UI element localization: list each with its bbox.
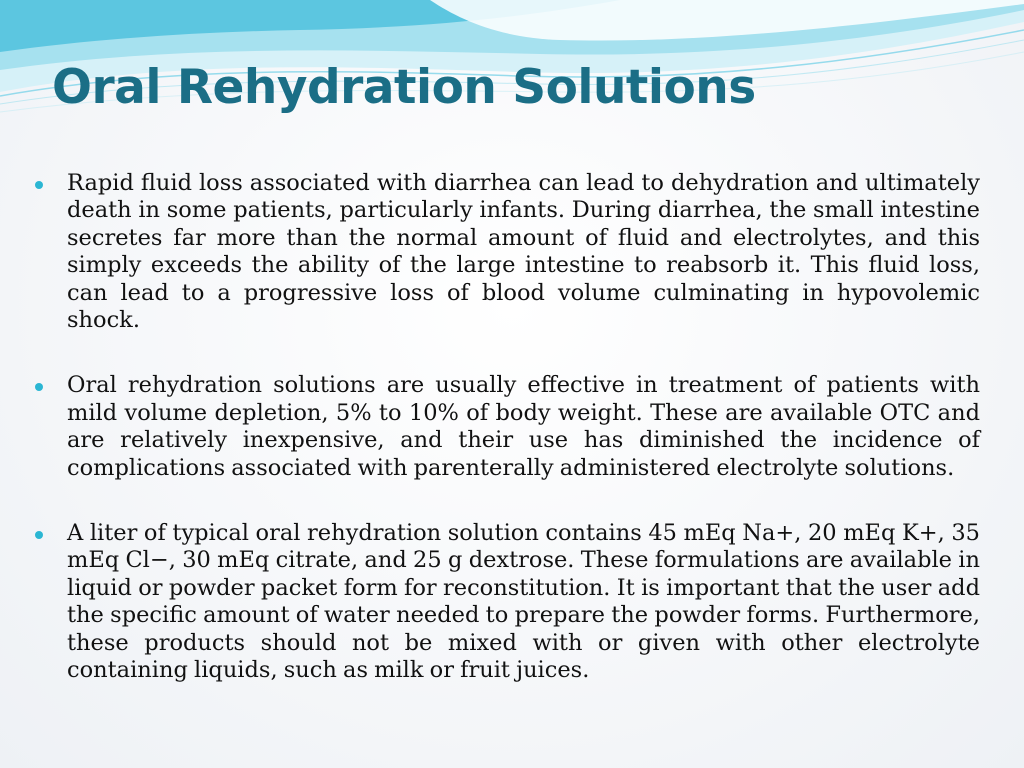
bullet-item [34, 372, 980, 482]
bullet-item [34, 170, 980, 334]
bullet-dot-icon [35, 531, 43, 539]
bullet-text: Rapid fluid loss associated with diarrhea can lead to dehydration and ultimately death in some patients, particularly infants. During diarrhea, the small intestine secretes far more than the normal amount of fluid and electrolytes, and this simply exceeds the ability of the large intestine to reabsorb it. This fluid loss, can lead to a progressive loss of blood volume culminating in hypovolemic shock. [67, 170, 980, 334]
bullet-item [34, 520, 980, 684]
bullet-dot-icon [35, 383, 43, 391]
bullet-text: A liter of typical oral rehydration solution contains 45 mEq Na+, 20 mEq K+, 35 mEq Cl−, 30 mEq citrate, and 25 g dextrose. These formulations are available in liquid or powder packet form for reconstitution. It is important that the user add the specific amount of water needed to prepare the powder forms. Furthermore, these products should not be mixed with or given with other electrolyte containing liquids, such as milk or fruit juices. [67, 520, 980, 684]
bullet-text: Oral rehydration solutions are usually effective in treatment of patients with mild volume depletion, 5% to 10% of body weight. These are available OTC and are relatively inexpensive, and their use has diminished the incidence of complications associated with parenterally administered electrolyte solutions. [67, 372, 980, 481]
slide-title: Oral Rehydration Solutions [52, 60, 756, 115]
bullet-list [34, 170, 980, 723]
bullet-dot-icon [35, 181, 43, 189]
